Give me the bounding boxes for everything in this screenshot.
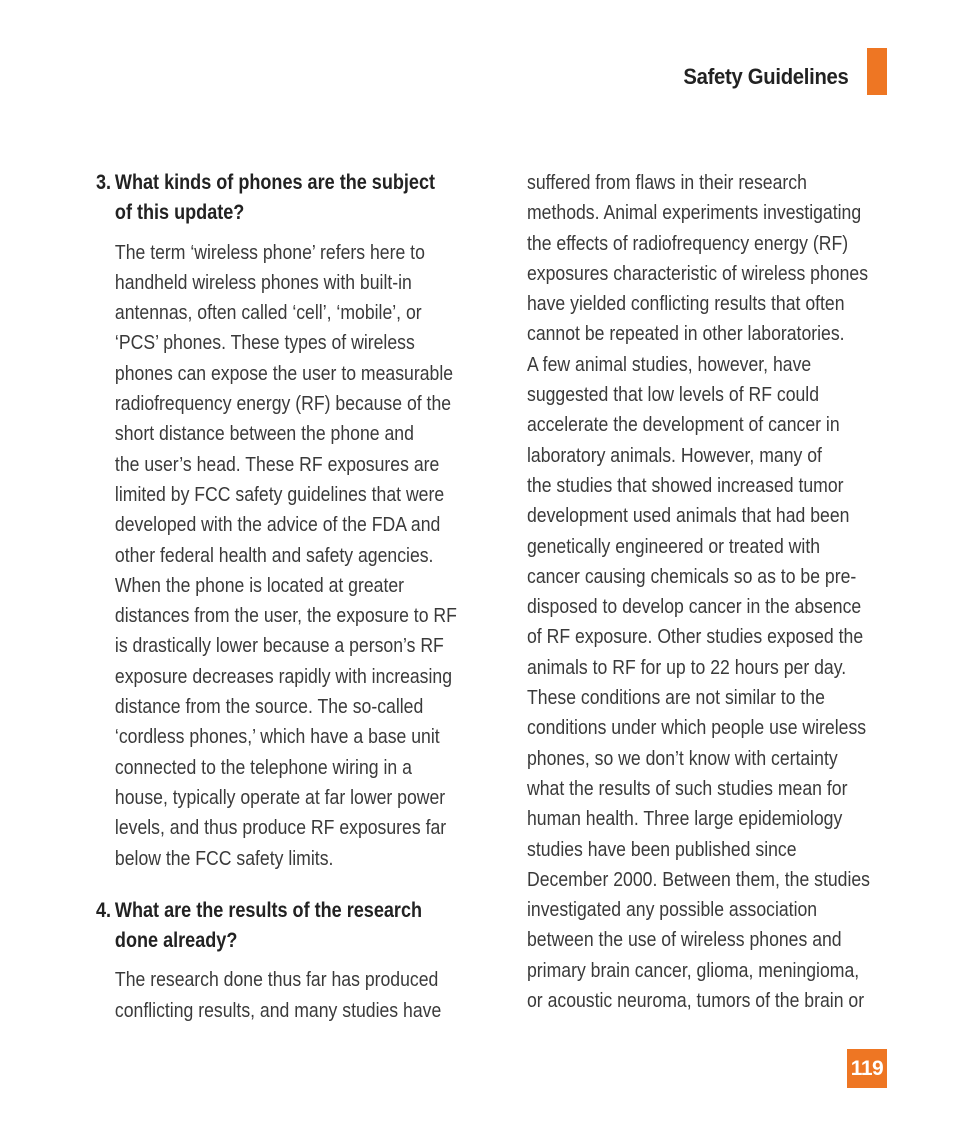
question-3-heading bbox=[96, 168, 475, 229]
answer-line: levels, and thus produce RF exposures far bbox=[114, 816, 447, 840]
question-3-answer bbox=[115, 238, 475, 874]
answer-line: distance from the source. The so-called bbox=[114, 695, 424, 719]
question-4-title-line: done already? bbox=[114, 929, 238, 953]
answer-line: phones, so we don’t know with certainty bbox=[527, 746, 838, 770]
question-3-title bbox=[115, 168, 475, 229]
question-3-title-line: What kinds of phones are the subject bbox=[114, 171, 436, 194]
answer-line: cannot be repeated in other laboratories. bbox=[527, 322, 845, 346]
left-column bbox=[96, 168, 476, 1026]
answer-line: ‘PCS’ phones. These types of wireless bbox=[114, 331, 415, 355]
answer-line: is drastically lower because a person’s RF bbox=[114, 634, 444, 658]
answer-line: what the results of such studies mean for bbox=[527, 776, 848, 800]
question-4-number: 4. bbox=[96, 898, 112, 922]
question-4-title bbox=[115, 896, 475, 957]
answer-line: conflicting results, and many studies have bbox=[114, 998, 442, 1022]
right-column bbox=[527, 168, 897, 1016]
answer-line: developed with the advice of the FDA and bbox=[114, 513, 441, 537]
answer-line: cancer causing chemicals so as to be pre- bbox=[527, 564, 857, 588]
answer-line: disposed to develop cancer in the absence bbox=[527, 595, 862, 619]
answer-line: handheld wireless phones with built-in bbox=[114, 270, 412, 294]
answer-line: antennas, often called ‘cell’, ‘mobile’, or bbox=[114, 301, 422, 325]
question-3-title-line: of this update? bbox=[114, 201, 245, 225]
answer-line: The term ‘wireless phone’ refers here to bbox=[114, 240, 425, 264]
answer-line: house, typically operate at far lower power bbox=[114, 785, 446, 809]
answer-line: A few animal studies, however, have bbox=[527, 352, 812, 376]
answer-line: genetically engineered or treated with bbox=[527, 534, 821, 558]
answer-line: of RF exposure. Other studies exposed the bbox=[527, 625, 864, 649]
answer-line: animals to RF for up to 22 hours per day. bbox=[527, 655, 847, 679]
answer-line: development used animals that had been bbox=[527, 504, 850, 528]
question-4-answer bbox=[115, 965, 475, 1026]
answer-line: below the FCC safety limits. bbox=[114, 846, 334, 870]
page-number: 119 bbox=[847, 1049, 887, 1088]
answer-line: the effects of radiofrequency energy (RF) bbox=[527, 231, 849, 255]
question-4-title-line: What are the results of the research bbox=[114, 898, 423, 922]
answer-line: connected to the telephone wiring in a bbox=[114, 755, 412, 779]
answer-line: When the phone is located at greater bbox=[114, 573, 405, 597]
answer-line: or acoustic neuroma, tumors of the brain or bbox=[527, 989, 865, 1013]
answer-line: suffered from flaws in their research bbox=[527, 171, 807, 194]
answer-line: short distance between the phone and bbox=[114, 422, 414, 446]
answer-line: investigated any possible association bbox=[527, 898, 818, 922]
answer-line: distances from the user, the exposure to RF bbox=[114, 604, 457, 628]
question-4-answer-continued bbox=[527, 168, 896, 1016]
answer-line: other federal health and safety agencies. bbox=[114, 543, 434, 567]
answer-line: methods. Animal experiments investigating bbox=[527, 201, 862, 225]
answer-line: December 2000. Between them, the studies bbox=[527, 867, 871, 891]
answer-line: radiofrequency energy (RF) because of the bbox=[114, 392, 452, 416]
section-title: Safety Guidelines bbox=[683, 64, 849, 89]
answer-line: accelerate the development of cancer in bbox=[527, 413, 840, 437]
section-accent-bar bbox=[867, 48, 887, 95]
answer-line: exposures characteristic of wireless phones bbox=[527, 261, 869, 285]
answer-line: limited by FCC safety guidelines that were bbox=[114, 482, 445, 506]
answer-line: These conditions are not similar to the bbox=[527, 686, 825, 710]
answer-line: phones can expose the user to measurable bbox=[114, 361, 454, 385]
answer-line: exposure decreases rapidly with increasing bbox=[114, 664, 453, 688]
answer-line: primary brain cancer, glioma, meningioma, bbox=[527, 958, 860, 982]
answer-line: studies have been published since bbox=[527, 837, 797, 861]
answer-line: laboratory animals. However, many of bbox=[527, 443, 822, 467]
answer-line: conditions under which people use wireless bbox=[527, 716, 867, 740]
answer-line: human health. Three large epidemiology bbox=[527, 807, 843, 831]
question-3-number: 3. bbox=[96, 171, 112, 194]
answer-line: ‘cordless phones,’ which have a base unit bbox=[114, 725, 440, 749]
answer-line: the studies that showed increased tumor bbox=[527, 473, 844, 497]
answer-line: between the use of wireless phones and bbox=[527, 928, 842, 952]
answer-line: have yielded conflicting results that often bbox=[527, 292, 845, 316]
answer-line: the user’s head. These RF exposures are bbox=[114, 452, 440, 476]
answer-line: The research done thus far has produced bbox=[114, 968, 439, 992]
answer-line: suggested that low levels of RF could bbox=[527, 383, 820, 407]
question-4-heading bbox=[96, 896, 475, 957]
